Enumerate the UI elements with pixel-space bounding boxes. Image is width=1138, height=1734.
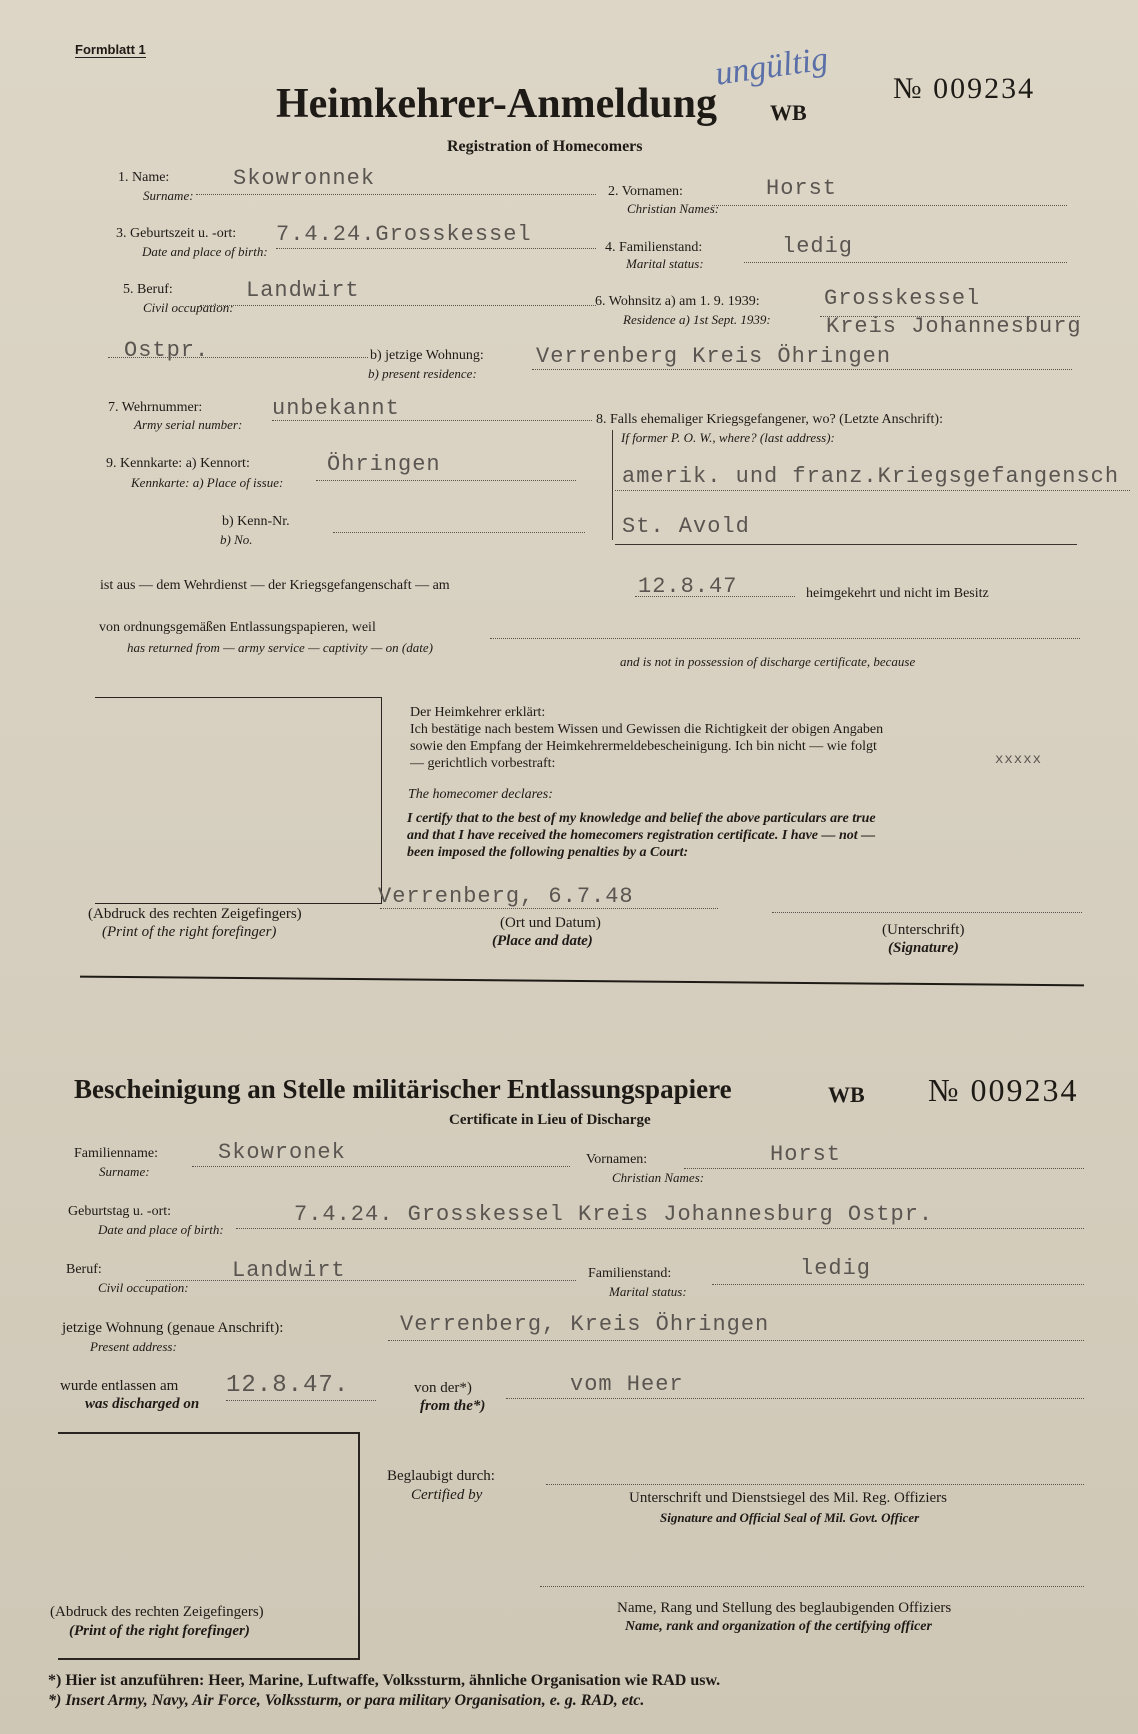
declaration-heading: Der Heimkehrer erklärt: (410, 705, 546, 720)
lower-subtitle: Certificate in Lieu of Discharge (449, 1112, 651, 1128)
occupation-value: Landwirt (246, 278, 360, 303)
ostpr-value: Ostpr. (124, 338, 210, 363)
birth-label: 3. Geburtszeit u. -ort: (116, 226, 237, 241)
pow-bracket (612, 430, 616, 540)
id-number-label-en: b) No. (220, 532, 253, 547)
lower-firstname-value: Horst (770, 1142, 842, 1167)
marital-value: ledig (782, 234, 854, 259)
declaration-strikeout: xxxxx (995, 752, 1043, 768)
name-label: 1. Name: (118, 170, 170, 185)
lower-address-value: Verrenberg, Kreis Öhringen (400, 1312, 770, 1337)
lower-surname-line (192, 1166, 570, 1167)
occupation-label-en: Civil occupation: (143, 300, 234, 315)
upper-title-suffix: WB (770, 100, 807, 125)
certified-label-en: Certified by (411, 1487, 483, 1503)
fingerprint-label-upper: (Abdruck des rechten Zeigefingers) (88, 906, 302, 922)
reason-line (490, 638, 1080, 639)
marital-label-en: Marital status: (626, 256, 704, 271)
fingerprint-label-lower-en: (Print of the right forefinger) (69, 1623, 250, 1639)
declaration-text-2: sowie den Empfang der Heimkehrermeldebescheinigung. Ich bin nicht — wie folgt (410, 739, 877, 754)
army-number-label: 7. Wehrnummer: (108, 400, 203, 415)
discharged-value: 12.8.47. (226, 1372, 350, 1399)
place-date-line (380, 908, 718, 909)
present-residence-label-en: b) present residence: (368, 366, 477, 381)
officer-signature-label-en: Signature and Official Seal of Mil. Govt. Officer (660, 1510, 920, 1525)
lower-occupation-label-en: Civil occupation: (98, 1280, 189, 1295)
returned-date-line (635, 596, 795, 597)
id-card-line (316, 480, 576, 481)
residence-1939-label-en: Residence a) 1st Sept. 1939: (623, 312, 771, 327)
discharged-label-en: was discharged on (85, 1396, 200, 1412)
signature-label-en: (Signature) (888, 940, 959, 956)
birth-value: 7.4.24.Grosskessel (276, 222, 532, 247)
lower-occupation-line (146, 1280, 576, 1281)
marital-label: 4. Familienstand: (605, 240, 703, 255)
lower-surname-label-en: Surname: (99, 1164, 150, 1179)
signature-label: (Unterschrift) (882, 922, 965, 938)
lower-marital-label: Familienstand: (588, 1266, 672, 1281)
lower-occupation-value: Landwirt (232, 1258, 346, 1283)
lower-firstname-label-en: Christian Names: (612, 1170, 705, 1185)
lower-serial-number: № 009234 (928, 1072, 1079, 1108)
occupation-line (200, 305, 596, 306)
id-number-label: b) Kenn-Nr. (222, 514, 290, 529)
declaration-text-en-2: and that I have received the homecomers registration certificate. I have — not — (407, 828, 876, 843)
lower-surname-label: Familienname: (74, 1146, 158, 1161)
discharged-line (226, 1400, 376, 1401)
name-line (196, 194, 596, 195)
fingerprint-label-lower: (Abdruck des rechten Zeigefingers) (50, 1604, 264, 1620)
footnote-en: *) Insert Army, Navy, Air Force, Volkssturm, or para military Organisation, e. g. RAD, etc. (48, 1692, 645, 1709)
lower-occupation-label: Beruf: (66, 1262, 102, 1277)
occupation-label: 5. Beruf: (123, 282, 173, 297)
officer-name-label: Name, Rang und Stellung des beglaubigenden Offiziers (617, 1600, 952, 1616)
from-value: vom Heer (570, 1372, 684, 1397)
form-number-label: Formblatt 1 (75, 42, 146, 57)
upper-serial-number: № 009234 (893, 72, 1036, 105)
lower-address-line (388, 1340, 1084, 1341)
returned-text-3: von ordnungsgemäßen Entlassungspapieren, weil (99, 620, 376, 635)
pow-label-en: If former P. O. W., where? (last address): (621, 430, 835, 445)
returned-en-1: has returned from — army service — captivity — on (date) (127, 640, 433, 655)
officer-name-label-en: Name, rank and organization of the certifying officer (625, 1619, 932, 1634)
returned-text-1: ist aus — dem Wehrdienst — der Kriegsgefangenschaft — am (100, 578, 450, 593)
lower-birth-label: Geburtstag u. -ort: (68, 1204, 172, 1219)
signature-line (772, 912, 1082, 913)
upper-title: Heimkehrer-Anmeldung (276, 81, 717, 127)
pow-value-1: amerik. und franz.Kriegsgefangensch (622, 464, 1120, 489)
place-date-label-en: (Place and date) (492, 933, 593, 949)
vorname-line (712, 205, 1067, 206)
present-residence-line (532, 369, 1072, 370)
from-line (506, 1398, 1084, 1399)
lower-marital-line (712, 1284, 1084, 1285)
certified-label: Beglaubigt durch: (387, 1468, 495, 1484)
pow-line-1 (615, 490, 1130, 491)
birth-label-en: Date and place of birth: (142, 244, 268, 259)
handwritten-annotation: ungültig (712, 40, 831, 93)
lower-surname-value: Skowronek (218, 1140, 346, 1165)
vorname-label-en: Christian Names: (627, 201, 720, 216)
declaration-text-en-3: been imposed the following penalties by a Court: (407, 845, 689, 860)
declaration-text-en-1: I certify that to the best of my knowledge and belief the above particulars are true (407, 811, 876, 826)
residence-1939-value-1: Grosskessel (824, 286, 981, 311)
declaration-text-1: Ich bestätige nach bestem Wissen und Gewissen die Richtigkeit der obigen Angaben (410, 722, 884, 737)
fingerprint-label-upper-en: (Print of the right forefinger) (102, 924, 277, 940)
present-residence-label: b) jetzige Wohnung: (370, 348, 484, 363)
army-number-label-en: Army serial number: (134, 417, 243, 432)
lower-birth-line (236, 1228, 1084, 1229)
army-number-value: unbekannt (272, 396, 400, 421)
lower-address-label-en: Present address: (90, 1339, 177, 1354)
officer-signature-label: Unterschrift und Dienstsiegel des Mil. Reg. Offiziers (629, 1490, 947, 1506)
place-date-label: (Ort und Datum) (500, 915, 601, 931)
pow-label: 8. Falls ehemaliger Kriegsgefangener, wo? (Letzte Anschrift): (596, 412, 943, 427)
vorname-label: 2. Vornamen: (608, 184, 683, 199)
pow-line-2 (615, 544, 1077, 545)
lower-firstname-label: Vornamen: (586, 1152, 648, 1167)
pow-value-2: St. Avold (622, 514, 750, 539)
birth-line (276, 248, 596, 249)
residence-1939-label: 6. Wohnsitz a) am 1. 9. 1939: (595, 294, 760, 309)
from-label: von der*) (414, 1380, 472, 1396)
declaration-text-3: — gerichtlich vorbestraft: (410, 756, 556, 771)
residence-1939-value-2: Kreis Johannesburg (826, 314, 1082, 339)
id-card-value: Öhringen (327, 452, 441, 477)
section-divider (80, 976, 1084, 987)
id-card-label: 9. Kennkarte: a) Kennort: (106, 456, 250, 471)
fingerprint-box-upper (95, 697, 382, 904)
from-label-en: from the*) (420, 1398, 486, 1414)
lower-title-suffix: WB (828, 1082, 865, 1107)
name-label-en: Surname: (143, 188, 194, 203)
marital-line (744, 262, 1067, 263)
vorname-value: Horst (766, 176, 838, 201)
lower-marital-label-en: Marital status: (609, 1284, 687, 1299)
returned-date: 12.8.47 (638, 574, 738, 599)
declaration-heading-en: The homecomer declares: (408, 787, 553, 802)
place-date-value: Verrenberg, 6.7.48 (378, 884, 634, 909)
returned-text-2: heimgekehrt und nicht im Besitz (806, 586, 989, 601)
lower-marital-value: ledig (800, 1256, 872, 1281)
present-residence-value: Verrenberg Kreis Öhringen (536, 344, 892, 369)
lower-address-label: jetzige Wohnung (genaue Anschrift): (62, 1320, 284, 1336)
lower-birth-value: 7.4.24. Grosskessel Kreis Johannesburg Ostpr. (294, 1202, 934, 1227)
lower-firstname-line (684, 1168, 1084, 1169)
id-card-label-en: Kennkarte: a) Place of issue: (131, 475, 284, 490)
discharged-label: wurde entlassen am (60, 1378, 179, 1394)
upper-subtitle: Registration of Homecomers (447, 138, 643, 155)
certified-line (546, 1484, 1084, 1485)
lower-title: Bescheinigung an Stelle militärischer Entlassungspapiere (74, 1074, 732, 1104)
lower-birth-label-en: Date and place of birth: (98, 1222, 224, 1237)
officer-name-line (540, 1586, 1084, 1587)
name-value: Skowronnek (233, 166, 376, 191)
id-number-line (333, 532, 585, 533)
returned-en-2: and is not in possession of discharge certificate, because (620, 654, 916, 669)
footnote-de: *) Hier ist anzuführen: Heer, Marine, Luftwaffe, Volkssturm, ähnliche Organisation wie RAD usw. (48, 1672, 721, 1689)
